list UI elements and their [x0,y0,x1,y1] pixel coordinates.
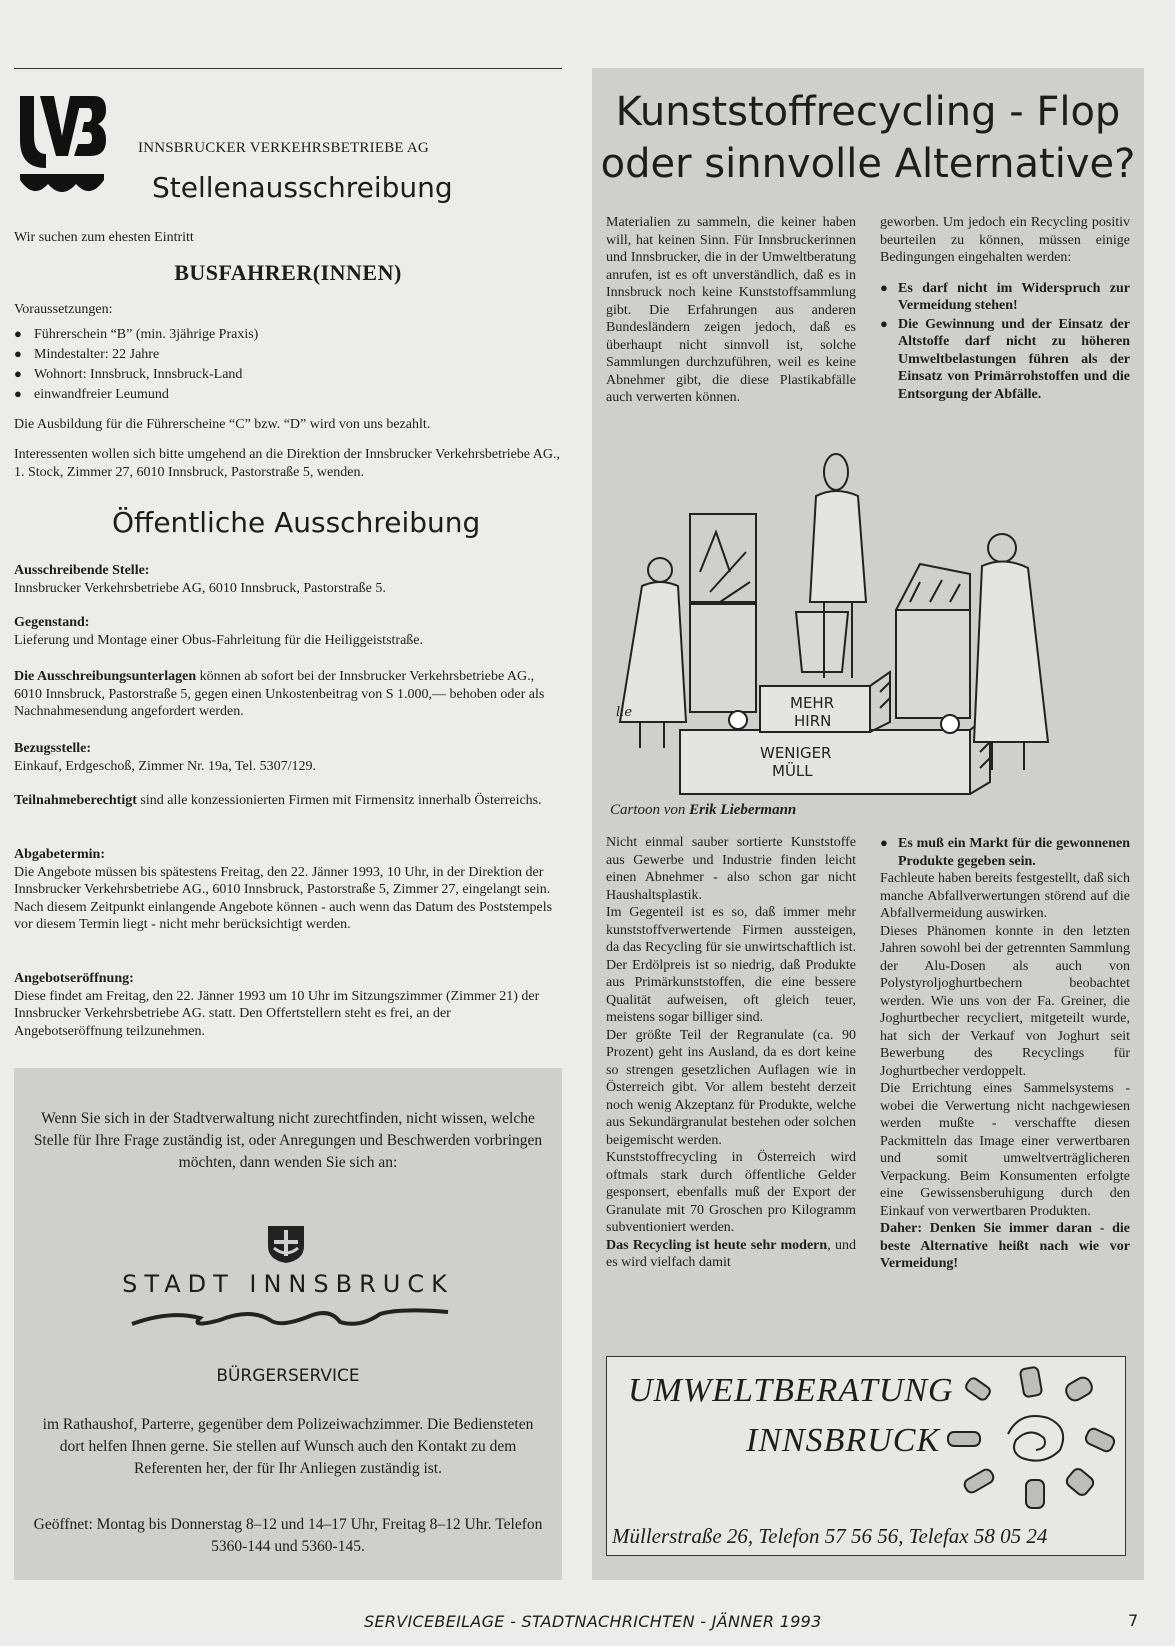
footer-text: SERVICEBEILAGE - STADTNACHRICHTEN - JÄNNER 1993 [364,1612,822,1631]
innsbruck-crest-icon [266,1224,306,1264]
section-text: Einkauf, Erdgeschoß, Zimmer Nr. 19a, Tel. 5307/129. [14,758,317,774]
page-number: 7 [1128,1611,1139,1630]
caption-author: Erik Liebermann [689,802,797,818]
section-title: Ausschreibende Stelle: [14,563,150,578]
article-paragraph [606,1237,856,1272]
signature-swoosh-icon [130,1298,450,1332]
article-paragraph: Fachleute haben bereits festgestellt, daß sich manche Abfallverwertungen störend auf die Abfallvermeidung auswirken. [880,871,1130,921]
tender-section [14,970,562,1040]
condition-bullet: ● Es darf nicht im Widerspruch zur Vermeidung stehen! [880,279,1130,315]
umweltberatung-city: INNSBRUCK [746,1422,941,1459]
job-position: BUSFAHRER(INNEN) [174,260,402,285]
cartoon-signature: lie [616,705,633,720]
tender-section [14,792,562,810]
top-rule-left [14,68,562,69]
cartoon-label: WENIGER [760,744,832,762]
requirements-list [14,324,258,404]
ivb-logo [20,96,104,200]
section-text: Diese findet am Freitag, den 22. Jänner 1993 um 10 Uhr im Sitzungszimmer (Zimmer 21) der Innsbrucker Verkehrsbetriebe AG. statt. Den Offertstellern steht es frei, an der Angebotseröffnung teilzunehmen. [14,988,540,1039]
section-title: Die Ausschreibungsunterlagen [14,669,197,684]
article-paragraph: Dieses Phänomen konnte in den letzten Jahren sowohl bei der getrennten Sammlung der Alu-Dosen als auch von Polystyroljoghurtbechern beobachtet werden. Wie uns von der Fa. Greiner, die Joghurtbecher recycliert, mitgeteilt wurde, hat sich der Verkauf von Joghurt seit Bewerbung des Recyclings für Joghurtbecher verdoppelt. [880,923,1130,1079]
section-text: sind alle konzessionierten Firmen mit Firmensitz innerhalb Österreichs. [136,793,542,808]
article-title-line1: Kunststoffrecycling - Flop [615,89,1121,135]
caption-prefix: Cartoon von [610,802,690,818]
section-title: Bezugsstelle: [14,741,91,756]
article-column-a-bottom [606,834,856,1272]
article-paragraph: Materialien zu sammeln, die keiner haben will, hat keinen Sinn. Für Innsbruckerinnen und Innsbrucker, die in der Umweltberatung anrufen, ist es oft unverständlich, daß es in Innsbruck noch keine Kunststoffsammlung gibt. Die Erfahrungen aus anderen Bundesländern zeigen jedoch, daß es überhaupt nicht sinnvoll ist, solche Sammlungen durchzuführen, weil es keine Abnehmer gibt, die diese Plastikabfälle auch verwerten können. [606,215,856,405]
sun-logo-icon [940,1362,1120,1512]
buergerservice-hours: Geöffnet: Montag bis Donnerstag 8–12 und 14–17 Uhr, Freitag 8–12 Uhr. Telefon 5360-144 und 5360-145. [33,1516,543,1555]
cartoon-caption [610,802,796,819]
lead-rest: , und es wird vielfach damit [606,1237,857,1270]
article-paragraph: Kunststoffrecycling in Österreich wird oftmals stark durch öffentliche Gelder gesponsert, ebenfalls muß der Export der Granulate mit 70 Groschen pro Kilogramm subventioniert werden. [606,1150,856,1235]
section-title: Teilnahmeberechtigt [14,793,137,808]
condition-bullet: ● Die Gewinnung und der Einsatz der Altstoffe darf nicht zu höheren Umweltbelastungen führen als der Einsatz von Primärrohstoffen und die Entsorgung der Abfälle. [880,315,1130,404]
buergerservice-title: BÜRGERSERVICE [216,1366,360,1386]
list-item: ● Mindestalter: 22 Jahre [14,344,258,364]
stadt-innsbruck-label: STADT INNSBRUCK [122,1270,454,1298]
section-text: Innsbrucker Verkehrsbetriebe AG, 6010 Innsbruck, Pastorstraße 5. [14,580,386,596]
company-name: INNSBRUCKER VERKEHRSBETRIEBE AG [138,140,429,156]
article-conclusion: Daher: Denken Sie immer daran - die beste Alternative heißt nach wie vor Vermeidung! [880,1221,1130,1271]
buergerservice-details: im Rathaushof, Parterre, gegenüber dem Polizeiwachzimmer. Die Bediensteten dort helfen Ihnen gerne. Sie stellen auf Wunsch auch den Kontakt zu dem Referenten her, der für Ihr Anliegen zuständig ist. [42,1416,534,1477]
article-paragraph: Die Errichtung eines Sammelsystems - wobei die Verwertung nicht nachgewiesen werden mußte - verschaffte diesen Packmitteln das Image einer verwertbaren und somit umweltverträglicheren Verpackung. Beim Konsumenten erfolgte eine Gewissensberuhigung durch den Einkauf von verwertbaren Produkten. [880,1081,1130,1219]
section-text: Lieferung und Montage einer Obus-Fahrleitung für die Heiliggeiststraße. [14,632,423,648]
requirements-label: Voraussetzungen: [14,302,113,317]
training-note: Die Ausbildung für die Führerscheine “C” bzw. “D” wird von uns bezahlt. [14,417,431,432]
umweltberatung-title: UMWELTBERATUNG [628,1372,954,1409]
article-paragraph: geworben. Um jedoch ein Recycling positiv beurteilen zu können, müssen einige Bedingungen eingehalten werden: [880,215,1130,265]
section-text: Die Angebote müssen bis spätestens Freitag, den 22. Jänner 1993, 10 Uhr, in der Direktion der Innsbrucker Verkehrsbetriebe AG., 6010 Innsbruck, Pastorstraße 5, Zimmer 27, eingelangt sein. Nach diesem Zeitpunkt einlangende Angebote können - auch wenn das Datum des Poststempels vor diesem Termin liegt - nicht mehr berücksichtigt werden. [14,864,553,932]
cartoon-label: MEHR [790,694,835,712]
article-title [592,86,1144,190]
list-item: ● Wohnort: Innsbruck, Innsbruck-Land [14,364,258,384]
cartoon-label: MÜLL [772,762,813,780]
article-paragraph: Nicht einmal sauber sortierte Kunststoffe aus Gewerbe und Industrie finden leicht einen Abnehmer - also schon gar nicht Haushaltsplastik. [606,835,856,903]
section-title: Angebotseröffnung: [14,971,134,986]
bold-lead: Das Recycling ist heute sehr modern [606,1237,828,1253]
umweltberatung-address: Müllerstraße 26, Telefon 57 56 56, Telefax 58 05 24 [612,1524,1048,1548]
condition-bullet: ● Es muß ein Markt für die gewonnenen Produkte gegeben sein. [880,834,1130,870]
article-title-line2: oder sinnvolle Alternative? [600,141,1136,187]
section-text: können ab sofort bei der Innsbrucker Verkehrsbetriebe AG., 6010 Innsbruck, Pastorstraße 5, gegen einen Unkostenbeitrag von S 1.000,— behoben oder als Nachnahmesendung angefordert werden. [14,669,545,719]
list-item: ● einwandfreier Leumund [14,384,258,404]
tender-heading: Öffentliche Ausschreibung [112,506,481,539]
section-title: Abgabetermin: [14,847,105,862]
article-paragraph: Der größte Teil der Regranulate (ca. 90 Prozent) geht ins Ausland, da es dort keine so strengen gesetzlichen Auflagen wie in Österreich gibt. Vor allem besteht derzeit noch wenig Akzeptanz für Produkte, welche aus Sekundärgranulat bestehen oder solchen beigemischt werden. [606,1027,856,1148]
recycling-cartoon [616,452,1112,812]
list-item: ● Führerschein “B” (min. 3jährige Praxis) [14,324,258,344]
tender-section [14,668,562,721]
job-heading: Stellenausschreibung [152,171,453,204]
article-column-b-top [880,214,1130,403]
contact-note: Interessenten wollen sich bitte umgehend an die Direktion der Innsbrucker Verkehrsbetriebe AG., 1. Stock, Zimmer 27, 6010 Innsbruck, Pastorstraße 5, wenden. [14,447,560,480]
job-intro: Wir suchen zum ehesten Eintritt [14,230,194,245]
tender-section [14,740,562,775]
tender-section [14,562,562,597]
article-paragraph: Im Gegenteil ist es so, daß immer mehr kunststoffverwertende Firmen aussteigen, da das Recycling für sie unwirtschaftlich ist. Der Erdölpreis ist so niedrig, daß Produkte aus Primärkunststoffen, die eine bessere Qualität aufweisen, oft gleich teuer, meistens sogar billiger sind. [606,905,856,1025]
tender-section [14,614,562,649]
cartoon-label: HIRN [794,712,832,730]
buergerservice-intro: Wenn Sie sich in der Stadtverwaltung nicht zurechtfinden, nicht wissen, welche Stelle für Ihre Frage zuständig ist, oder Anregungen und Beschwerden vorbringen möchten, dann wenden Sie sich an: [33,1110,543,1171]
article-column-b-bottom [880,834,1130,1273]
tender-section [14,846,562,934]
section-title: Gegenstand: [14,615,90,630]
